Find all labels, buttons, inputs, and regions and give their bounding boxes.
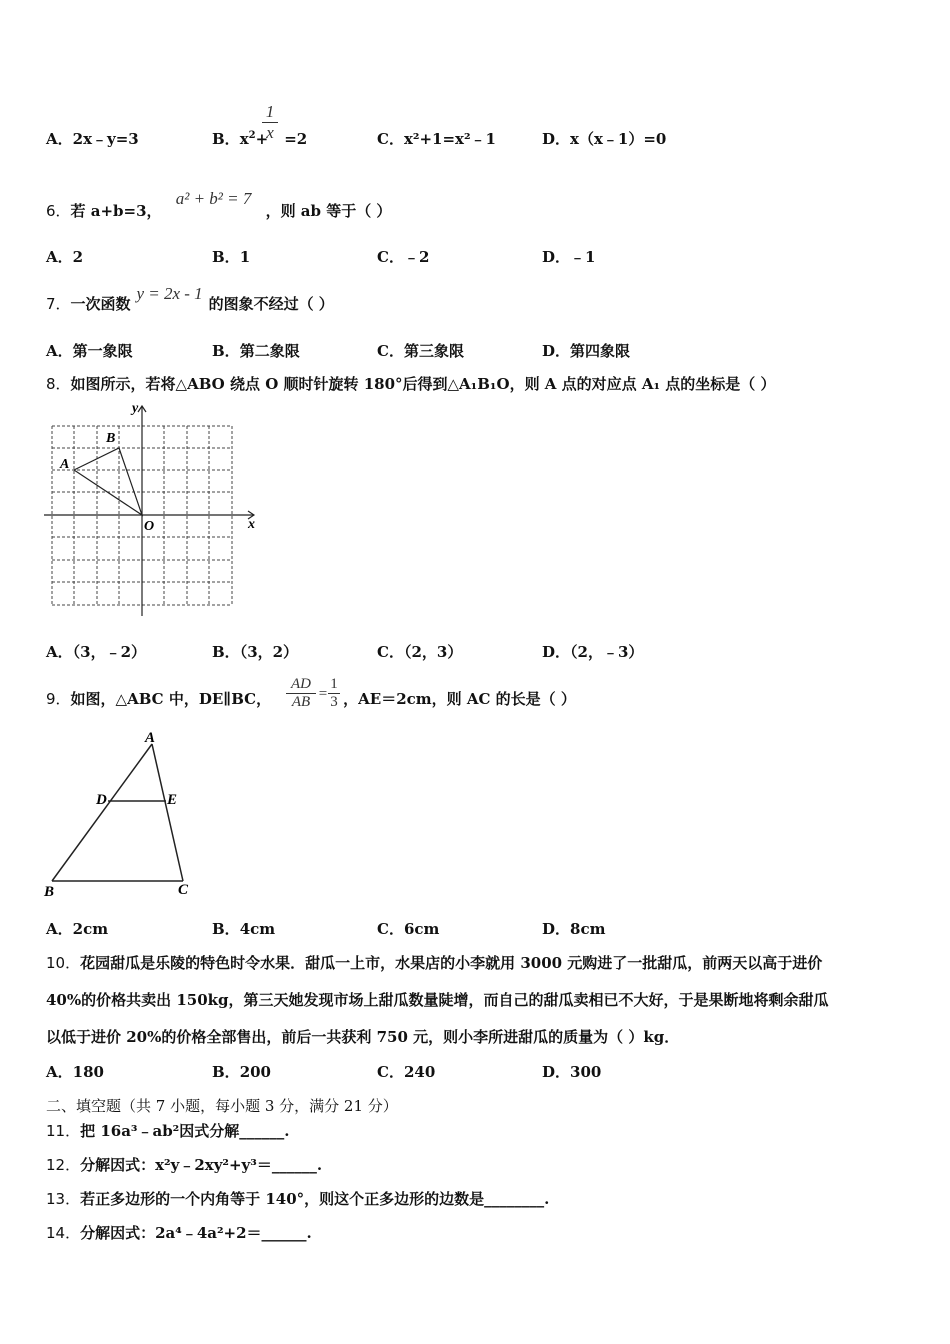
option-label: B． <box>212 920 240 938</box>
option-text: 300 <box>570 1063 602 1081</box>
q9-option-d <box>542 918 605 939</box>
question-text: 把 16a³﹣ab²因式分解______. <box>80 1122 290 1140</box>
option-label: D． <box>542 643 571 661</box>
label-y: y <box>132 401 139 416</box>
question-text: 若正多边形的一个内角等于 140°，则这个正多边形的边数是________. <box>80 1190 550 1208</box>
fraction-numerator: AD <box>291 676 311 692</box>
label-e: E <box>167 792 178 808</box>
question-number: 14． <box>46 1224 81 1242</box>
q6-option-d <box>542 246 595 267</box>
triangle-abc <box>52 744 183 881</box>
q10-option-d <box>542 1061 601 1082</box>
option-text: x²+1=x²﹣1 <box>403 130 496 148</box>
label-a: A <box>60 457 70 472</box>
q9-option-a <box>46 918 108 939</box>
q5-b-fraction <box>262 102 278 143</box>
option-label: A． <box>46 643 73 661</box>
q5-option-d <box>542 128 666 149</box>
option-label: A． <box>46 248 73 266</box>
plus-sign: + <box>255 130 269 148</box>
q8-stem <box>46 373 776 394</box>
question-number: 6． <box>46 202 71 220</box>
label-b: B <box>106 431 116 446</box>
option-label: C． <box>377 342 404 360</box>
q7-option-d <box>542 340 630 361</box>
option-label: C． <box>377 130 404 148</box>
option-label: D． <box>542 130 571 148</box>
option-text: 8cm <box>570 920 606 938</box>
question-text: 若 a+b=3， <box>70 202 162 220</box>
question-text-post: ，则 ab 等于（ ） <box>265 202 392 220</box>
option-label: C． <box>377 920 404 938</box>
question-text-post: 的图象不经过（ ） <box>208 295 334 313</box>
question-text: 分解因式：x²y﹣2xy²+y³＝______. <box>80 1156 323 1174</box>
fraction-numerator: 1 <box>330 676 338 692</box>
option-text: （3，2） <box>239 643 299 661</box>
option-text: 1 <box>239 248 251 266</box>
question-number: 12． <box>46 1156 81 1174</box>
question-number: 13． <box>46 1190 81 1208</box>
option-label: A． <box>46 342 73 360</box>
label-c: C <box>178 882 189 898</box>
option-text: 2cm <box>72 920 109 938</box>
q12 <box>46 1154 322 1175</box>
option-text: （2，3） <box>403 643 463 661</box>
option-text: 第一象限 <box>72 342 133 360</box>
option-label: A． <box>46 130 73 148</box>
option-label: D． <box>542 248 571 266</box>
option-label: D． <box>542 920 571 938</box>
q6-option-a <box>46 246 83 267</box>
q10-option-a <box>46 1061 104 1082</box>
q7-stem <box>46 284 334 314</box>
option-text: 2 <box>72 248 84 266</box>
superscript: 2 <box>248 130 256 141</box>
option-text: 200 <box>239 1063 271 1081</box>
q7-option-a <box>46 340 133 361</box>
q8-coordinate-figure <box>40 398 265 623</box>
option-text: 第三象限 <box>403 342 464 360</box>
question-text: 花园甜瓜是乐陵的特色时令水果．甜瓜一上市，水果店的小李就用 3000 元购进了一批甜瓜，前两天以高于进价 <box>80 954 823 972</box>
fraction-numerator: 1 <box>265 102 275 121</box>
question-number: 7． <box>46 295 71 313</box>
label-d: D <box>96 792 107 808</box>
question-text: 如图，△ABC 中，DE∥BC， <box>70 690 272 708</box>
question-text: 分解因式：2a⁴﹣4a²+2＝______. <box>80 1224 312 1242</box>
option-label: A． <box>46 1063 73 1081</box>
option-text: x（x﹣1）=0 <box>570 130 667 148</box>
option-label: C． <box>377 1063 404 1081</box>
option-text: （2，﹣3） <box>570 643 644 661</box>
question-text: 一次函数 <box>70 295 131 313</box>
q9-triangle-figure <box>40 726 200 901</box>
question-text-post: ，AE＝2cm，则 AC 的长是（ ） <box>343 690 576 708</box>
fraction-denominator: x <box>266 123 274 142</box>
q9-option-b <box>212 918 275 939</box>
q6-option-b <box>212 246 250 267</box>
option-label: D． <box>542 342 571 360</box>
question-number: 11． <box>46 1122 81 1140</box>
question-text: 如图所示，若将△ABO 绕点 O 顺时针旋转 180°后得到△A₁B₁O，则 A 点的对应点 A₁ 点的坐标是（ ） <box>70 375 776 393</box>
q14 <box>46 1222 312 1243</box>
q9-fraction-ad-ab <box>286 676 316 711</box>
option-label: B． <box>212 130 240 148</box>
option-label: B． <box>212 1063 240 1081</box>
q10-option-b <box>212 1061 271 1082</box>
q9-option-c <box>377 918 439 939</box>
option-text: （3，﹣2） <box>72 643 147 661</box>
option-text: 240 <box>403 1063 436 1081</box>
option-text: 第四象限 <box>570 342 631 360</box>
option-label: C． <box>377 248 404 266</box>
q8-option-d <box>542 641 643 662</box>
label-a: A <box>145 730 156 746</box>
option-text: 2x﹣y=3 <box>72 130 139 148</box>
triangle-abo <box>74 448 142 515</box>
q5-option-c <box>377 128 496 149</box>
formula-image: a² + b² = 7 <box>175 189 252 208</box>
question-number: 8． <box>46 375 71 393</box>
section-title: 二、填空题（共 7 小题，每小题 3 分，满分 21 分） <box>46 1097 398 1115</box>
option-label: A． <box>46 920 73 938</box>
option-label: B． <box>212 342 240 360</box>
q13 <box>46 1188 549 1209</box>
option-label: C． <box>377 643 404 661</box>
q8-option-a <box>46 641 146 662</box>
option-text: 180 <box>72 1063 104 1081</box>
option-label: B． <box>212 248 240 266</box>
q10-stem-line-1 <box>46 952 822 973</box>
q5-option-a <box>46 128 139 149</box>
label-o: O <box>144 519 155 534</box>
option-text: ﹣2 <box>403 248 430 266</box>
formula-image: y = 2x - 1 <box>136 284 203 303</box>
question-number: 10． <box>46 954 81 972</box>
option-label: B． <box>212 643 240 661</box>
label-b: B <box>44 884 55 900</box>
option-text: 第二象限 <box>239 342 300 360</box>
q5-option-b <box>212 128 307 149</box>
option-text-post: =2 <box>284 130 308 148</box>
fraction-denominator: 3 <box>330 694 338 710</box>
q6-option-c <box>377 246 429 267</box>
q8-option-b <box>212 641 298 662</box>
option-text-pre: x <box>239 130 249 148</box>
option-text: 6cm <box>403 920 440 938</box>
q10-option-c <box>377 1061 435 1082</box>
q10-stem-line-2: 40%的价格共卖出 150kg，第三天她发现市场上甜瓜数量陡增，而自己的甜瓜卖相已不大好，于是果断地将剩余甜瓜 <box>46 991 829 1009</box>
q7-option-b <box>212 340 300 361</box>
q10-stem-line-3: 以低于进价 20%的价格全部售出，前后一共获利 750 元，则小李所进甜瓜的质量为（ ）kg． <box>46 1028 680 1046</box>
label-x: x <box>248 517 255 532</box>
question-number: 9． <box>46 690 71 708</box>
q9-fraction-one-third <box>328 676 340 711</box>
q11 <box>46 1120 289 1141</box>
option-label: D． <box>542 1063 571 1081</box>
q8-option-c <box>377 641 462 662</box>
option-text: ﹣1 <box>570 248 596 266</box>
axes <box>44 406 254 616</box>
q7-option-c <box>377 340 464 361</box>
option-text: 4cm <box>239 920 276 938</box>
q6-stem <box>46 189 392 221</box>
fraction-denominator: AB <box>291 694 311 710</box>
equals-sign: = <box>318 686 328 702</box>
